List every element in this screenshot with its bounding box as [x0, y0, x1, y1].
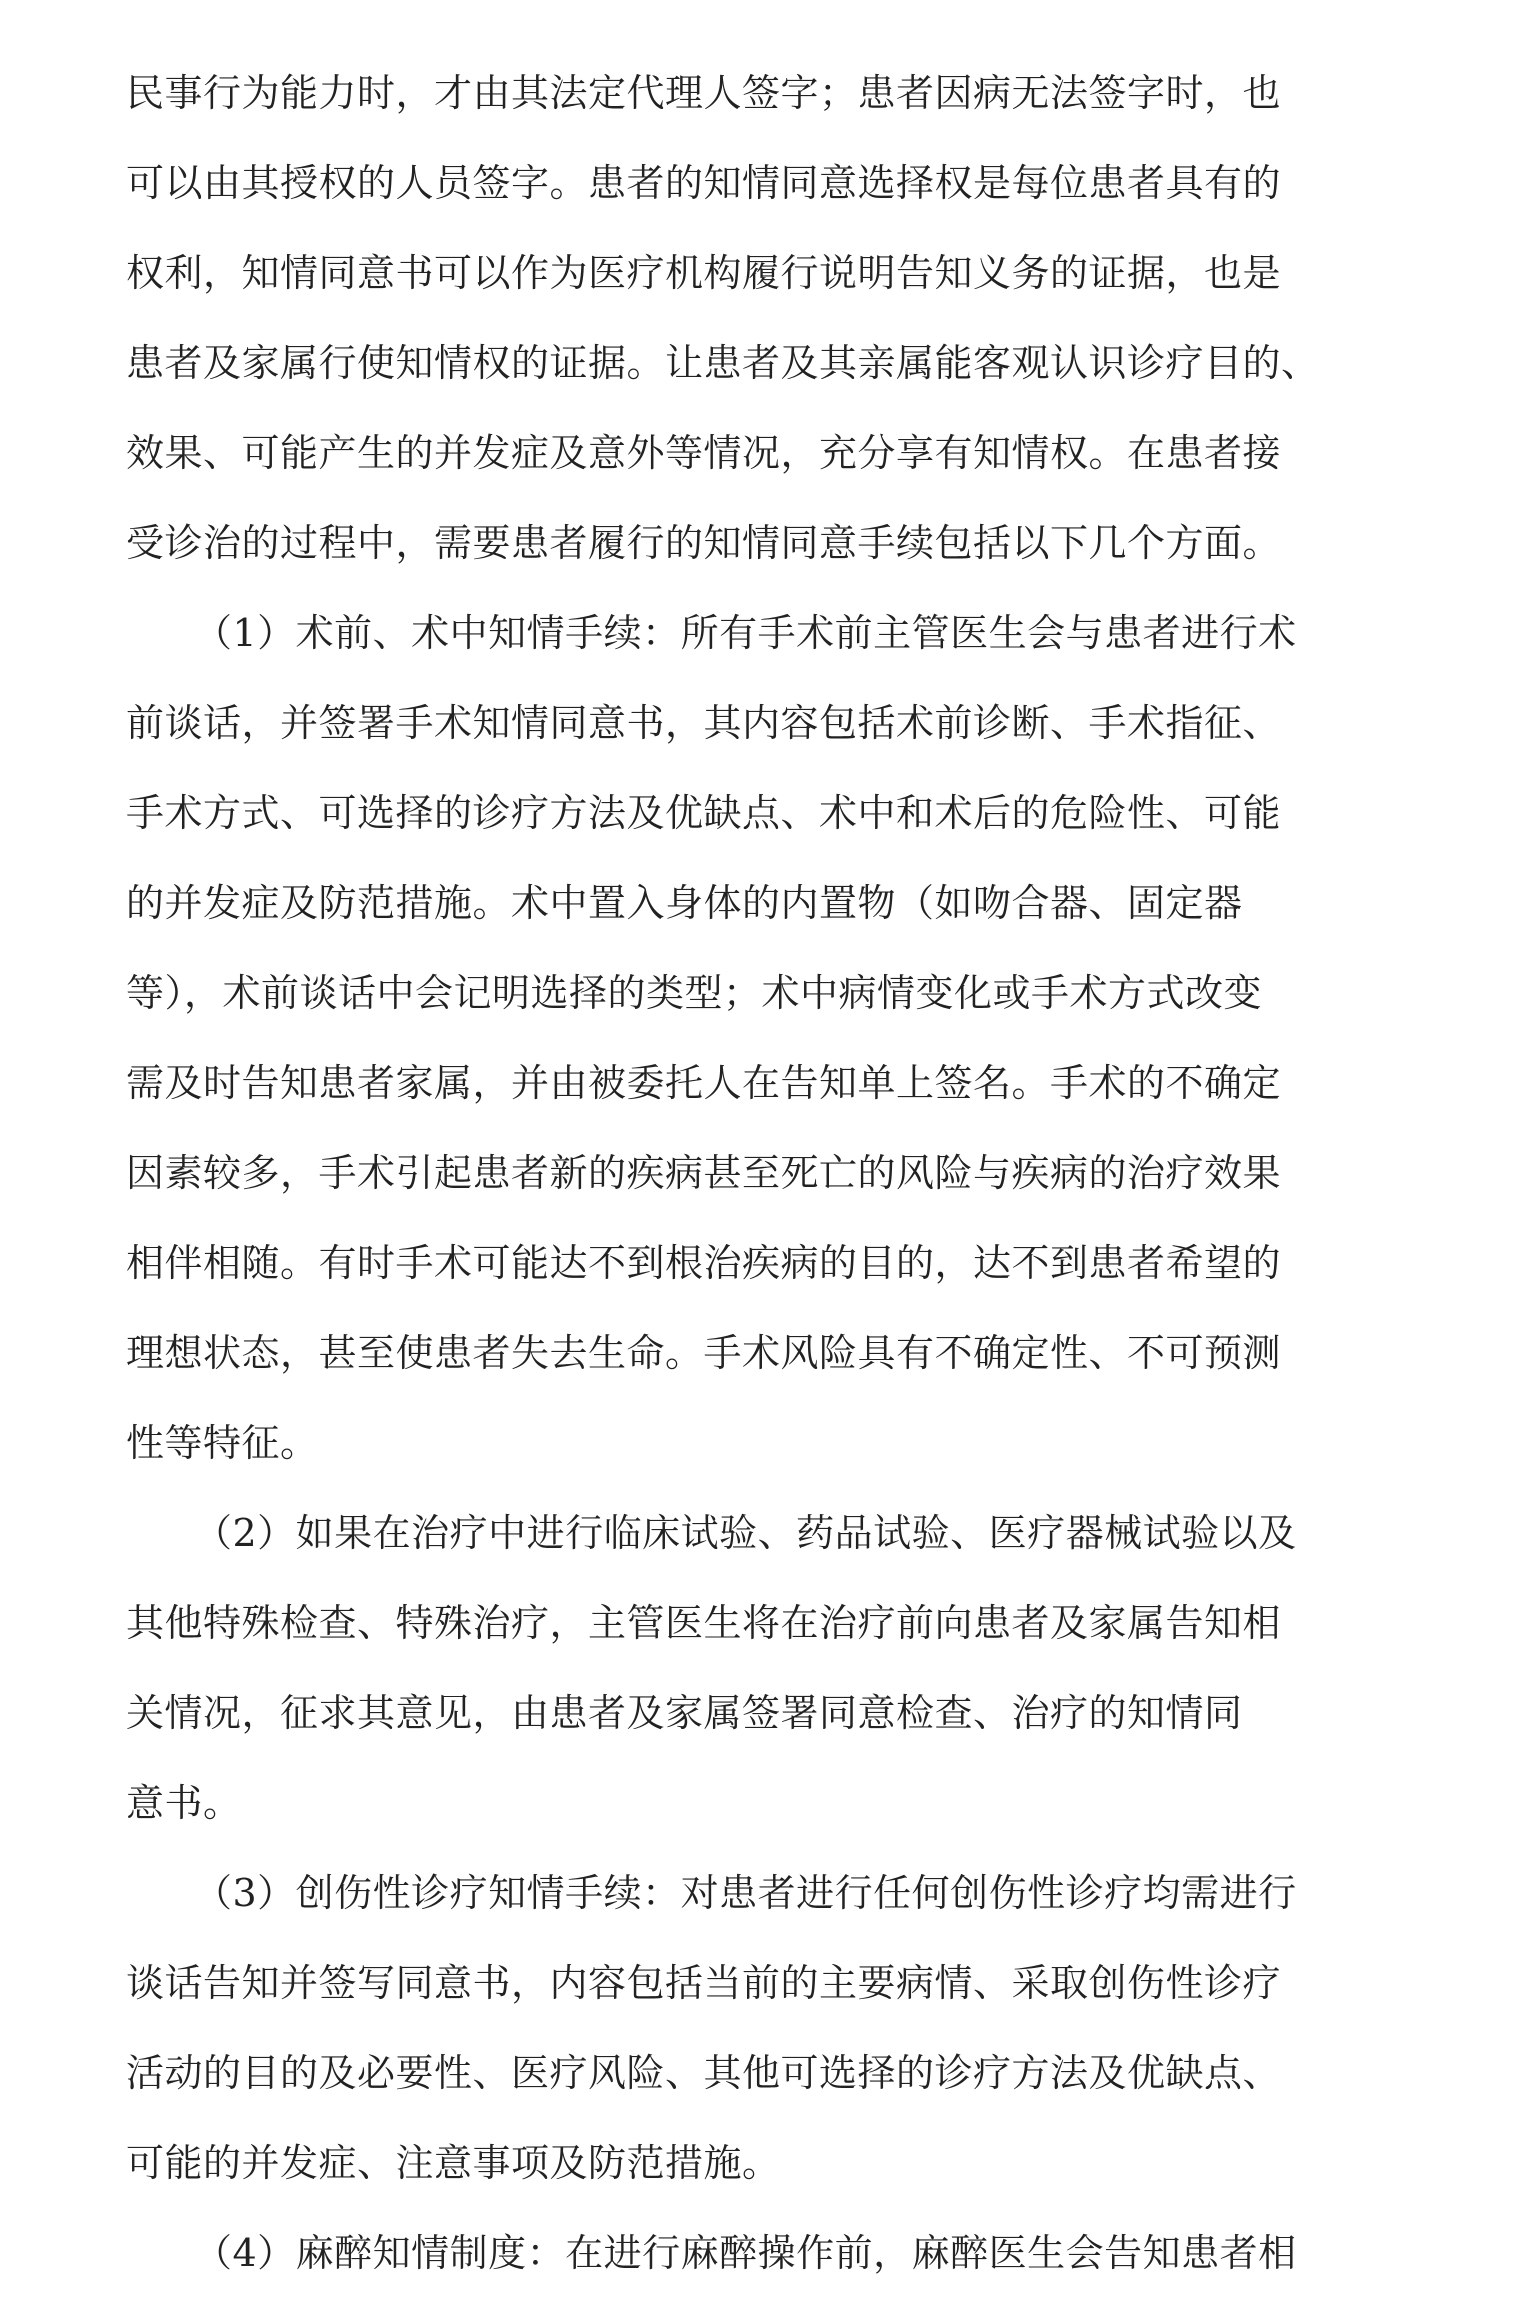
text-line: 效果、可能产生的并发症及意外等情况，充分享有知情权。在患者接: [126, 431, 1282, 475]
text-line: 可能的并发症、注意事项及防范措施。: [126, 2141, 781, 2185]
text-line: 其他特殊检查、特殊治疗，主管医生将在治疗前向患者及家属告知相: [126, 1601, 1282, 1645]
text-line: 前谈话，并签署手术知情同意书，其内容包括术前诊断、手术指征、: [126, 701, 1282, 745]
text-line: 等），术前谈话中会记明选择的类型；术中病情变化或手术方式改变: [126, 971, 1263, 1015]
text-line: 因素较多，手术引起患者新的疾病甚至死亡的风险与疾病的治疗效果: [126, 1151, 1282, 1195]
text-line: 手术方式、可选择的诊疗方法及优缺点、术中和术后的危险性、可能: [126, 791, 1282, 835]
text-line: （2）如果在治疗中进行临床试验、药品试验、医疗器械试验以及: [194, 1511, 1297, 1555]
text-line: 权利，知情同意书可以作为医疗机构履行说明告知义务的证据，也是: [126, 251, 1282, 295]
paragraph-item-1: [126, 588, 1426, 1488]
text-line: 可以由其授权的人员签字。患者的知情同意选择权是每位患者具有的: [126, 161, 1282, 205]
text-line: 关情况，征求其意见，由患者及家属签署同意检查、治疗的知情同: [126, 1691, 1243, 1735]
text-line: 民事行为能力时，才由其法定代理人签字；患者因病无法签字时，也: [126, 71, 1282, 115]
text-line: 活动的目的及必要性、医疗风险、其他可选择的诊疗方法及优缺点、: [126, 2051, 1282, 2095]
paragraph-item-4: [126, 2208, 1426, 2298]
text-line: （4）麻醉知情制度：在进行麻醉操作前，麻醉医生会告知患者相: [194, 2231, 1297, 2275]
text-line: 的并发症及防范措施。术中置入身体的内置物（如吻合器、固定器: [126, 881, 1243, 925]
text-line: 患者及家属行使知情权的证据。让患者及其亲属能客观认识诊疗目的、: [126, 341, 1320, 385]
text-line: 需及时告知患者家属，并由被委托人在告知单上签名。手术的不确定: [126, 1061, 1282, 1105]
text-line: 理想状态，甚至使患者失去生命。手术风险具有不确定性、不可预测: [126, 1331, 1282, 1375]
body-text: [126, 48, 1426, 2298]
text-line: 受诊治的过程中，需要患者履行的知情同意手续包括以下几个方面。: [126, 521, 1282, 565]
paragraph-item-3: [126, 1848, 1426, 2208]
text-line: （1）术前、术中知情手续：所有手术前主管医生会与患者进行术: [194, 611, 1297, 655]
text-line: 相伴相随。有时手术可能达不到根治疾病的目的，达不到患者希望的: [126, 1241, 1282, 1285]
text-line: 意书。: [126, 1781, 242, 1825]
text-line: 性等特征。: [126, 1421, 319, 1465]
text-line: （3）创伤性诊疗知情手续：对患者进行任何创伤性诊疗均需进行: [194, 1871, 1297, 1915]
paragraph-item-2: [126, 1488, 1426, 1848]
text-line: 谈话告知并签写同意书，内容包括当前的主要病情、采取创伤性诊疗: [126, 1961, 1282, 2005]
paragraph-intro: [126, 48, 1426, 588]
